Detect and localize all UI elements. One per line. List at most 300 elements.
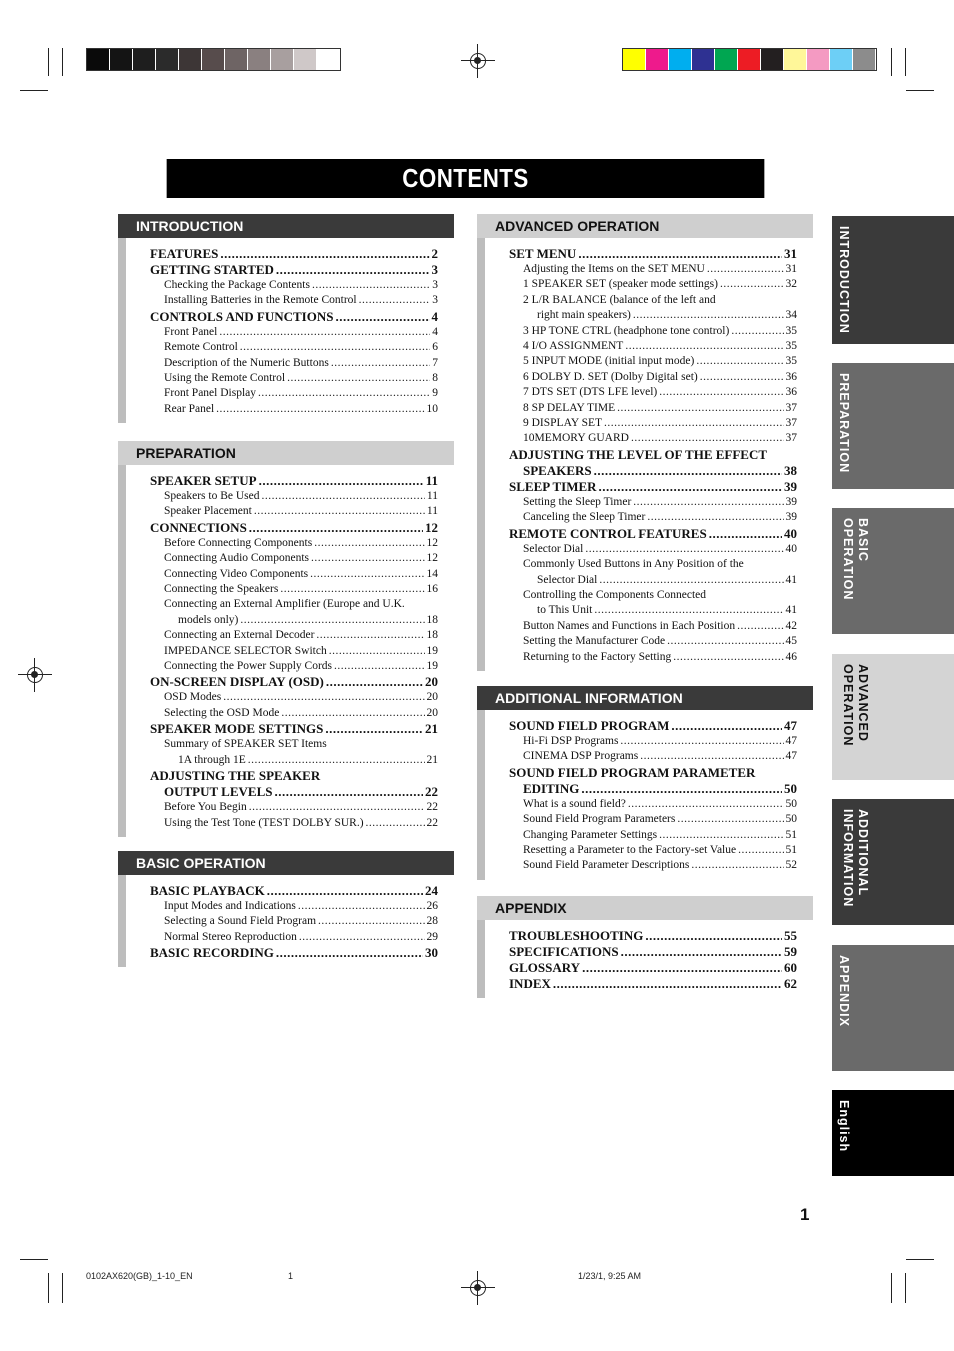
toc-entry-sub [150, 914, 438, 929]
toc-page-number: 18 [426, 629, 438, 642]
toc-entry-sub [509, 619, 797, 634]
toc-entry-main [509, 479, 797, 495]
toc-page-number: 4 [432, 325, 438, 338]
dot-leader [220, 246, 429, 262]
dot-leader [581, 781, 782, 797]
toc-entry-text: Resetting a Parameter to the Factory-set Value [523, 844, 737, 857]
toc-page-number: 31 [784, 246, 797, 261]
color-swatch [646, 49, 669, 70]
toc-list [477, 238, 813, 671]
dot-leader [720, 277, 784, 292]
dot-leader [621, 944, 782, 960]
dot-leader [578, 246, 782, 262]
dot-leader [254, 504, 425, 519]
toc-entry-text: CONTROLS AND FUNCTIONS [150, 308, 334, 324]
toc-page-number: 52 [785, 859, 797, 872]
toc-page-number: 20 [426, 691, 438, 704]
toc-entry-main [150, 309, 438, 325]
toc-entry-text: 9 DISPLAY SET [523, 417, 603, 430]
toc-entry-text: SPEAKERS [523, 462, 592, 478]
toc-page-number: 3 [432, 294, 438, 307]
toc-entry-text: 2 L/R BALANCE (balance of the left and [523, 293, 716, 306]
toc-entry-sub [150, 644, 438, 659]
toc-entry-sub [509, 603, 797, 618]
toc-page-number: 50 [784, 780, 797, 796]
toc-entry-sub [150, 293, 438, 308]
dot-leader [316, 628, 424, 643]
dot-leader [599, 573, 783, 588]
toc-page-number: 28 [426, 915, 438, 928]
dot-leader [631, 431, 784, 446]
toc-page-number: 12 [425, 519, 438, 535]
toc-entry-sub [150, 690, 438, 705]
color-swatch [179, 49, 202, 70]
toc-entry-main [150, 883, 438, 899]
dot-leader [276, 945, 423, 961]
toc-entry-sub [150, 386, 438, 401]
toc-entry-sub [150, 325, 438, 340]
toc-entry-text: GLOSSARY [509, 960, 581, 975]
toc-entry-sub [509, 262, 797, 277]
toc-entry-text: Connecting Video Components [164, 567, 309, 580]
toc-entry-text: Connecting an External Decoder [164, 629, 315, 642]
dot-leader [620, 734, 783, 749]
toc-entry-sub [509, 573, 797, 588]
toc-page-number: 37 [785, 432, 797, 445]
dot-leader [677, 812, 783, 827]
toc-entry-sub [509, 370, 797, 385]
color-swatch [669, 49, 692, 70]
color-swatch [248, 49, 271, 70]
toc-page-number: 34 [785, 309, 797, 322]
dot-leader [640, 749, 783, 764]
toc-entry-sub [509, 293, 797, 308]
toc-entry-main [150, 945, 438, 961]
dot-leader [659, 385, 783, 400]
tab-label: ADVANCED OPERATION [841, 664, 870, 747]
tab-label: English [837, 1100, 851, 1153]
registration-mark-icon [467, 1277, 489, 1299]
tab-introduction[interactable] [832, 216, 954, 344]
toc-entry-text: Installing Batteries in the Remote Control [164, 294, 357, 307]
toc-entry-sub [509, 858, 797, 873]
toc-entry-text: Connecting the Speakers [164, 583, 279, 596]
dot-leader [259, 473, 424, 489]
toc-page-number: 10 [426, 402, 438, 415]
tab-additional-information[interactable] [832, 799, 954, 925]
toc-page-number: 62 [784, 976, 797, 991]
toc-page-number: 3 [432, 279, 438, 291]
toc-entry-sub [150, 489, 438, 504]
toc-entry-sub [150, 340, 438, 355]
toc-page-number: 6 [432, 341, 438, 354]
toc-page-number: 4 [431, 308, 438, 324]
toc-page-number: 16 [426, 583, 438, 596]
toc-entry-text: Hi-Fi DSP Programs [523, 735, 619, 747]
toc-list [477, 710, 813, 880]
toc-entry-sub [150, 706, 438, 721]
toc-entry-sub [150, 753, 438, 768]
toc-entry-text: Canceling the Sleep Timer [523, 511, 646, 524]
toc-page-number: 35 [785, 355, 797, 368]
color-swatch [761, 49, 784, 70]
toc-entry-text: Selector Dial [537, 573, 598, 586]
toc-page-number: 11 [426, 490, 438, 502]
toc-entry-text: What is a sound field? [523, 797, 626, 810]
toc-page-number: 50 [785, 797, 797, 810]
tab-appendix[interactable] [832, 945, 954, 1071]
toc-page-number: 7 [432, 356, 438, 369]
toc-entry-sub [509, 843, 797, 858]
dot-leader [312, 278, 430, 293]
tab-advanced-operation[interactable] [832, 654, 954, 780]
toc-entry-text: 5 INPUT MODE (initial input mode) [523, 355, 695, 368]
toc-entry-main [509, 944, 797, 960]
dot-leader [219, 325, 430, 340]
toc-page-number: 20 [426, 706, 438, 719]
dot-leader [249, 800, 425, 815]
toc-list [118, 465, 454, 837]
toc-entry-main [509, 447, 797, 463]
toc-entry-text: SPEAKER MODE SETTINGS [150, 721, 324, 737]
toc-page-number: 22 [425, 784, 438, 800]
section-preparation [118, 441, 454, 837]
toc-entry-text: 1A through 1E [178, 753, 246, 766]
toc-entry-text: Connecting the Power Supply Cords [164, 660, 333, 673]
toc-entry-text: Adjusting the Items on the SET MENU [523, 263, 705, 275]
toc-entry-sub [509, 650, 797, 665]
section-heading: APPENDIX [477, 896, 813, 920]
toc-entry-sub [509, 324, 797, 339]
toc-entry-sub [509, 510, 797, 525]
toc-entry-text: Description of the Numeric Buttons [164, 356, 329, 369]
toc-page-number: 55 [784, 928, 797, 943]
tab-label: APPENDIX [837, 955, 851, 1027]
toc-entry-main [150, 246, 438, 262]
toc-entry-main [150, 674, 438, 690]
toc-entry-text: Connecting an External Amplifier (Europe and U.K. [164, 598, 405, 611]
toc-page-number: 30 [425, 945, 438, 961]
section-heading: BASIC OPERATION [118, 851, 454, 875]
dot-leader [707, 262, 784, 277]
toc-entry-main [150, 473, 438, 489]
toc-entry-text: GETTING STARTED [150, 262, 274, 277]
tab-english[interactable] [832, 1090, 954, 1176]
toc-page-number: 47 [784, 718, 797, 733]
dot-leader [633, 495, 783, 510]
toc-entry-sub [509, 354, 797, 369]
toc-page-number: 19 [426, 660, 438, 673]
toc-page-number: 40 [785, 542, 797, 555]
toc-entry-text: IMPEDANCE SELECTOR Switch [164, 644, 327, 657]
toc-page-number: 60 [784, 960, 797, 975]
dot-leader [594, 463, 782, 479]
toc-page-number: 47 [785, 735, 797, 747]
dot-leader [667, 634, 783, 649]
toc-entry-sub [150, 582, 438, 597]
toc-entry-sub [509, 634, 797, 649]
toc-page-number: 32 [785, 278, 797, 291]
toc-entry-text: Button Names and Functions in Each Position [523, 619, 736, 632]
dot-leader [314, 536, 424, 551]
toc-entry-text: BASIC PLAYBACK [150, 883, 265, 898]
toc-entry-text: CONNECTIONS [150, 519, 247, 535]
toc-entry-text: SET MENU [509, 246, 577, 261]
toc-entry-sub [509, 416, 797, 431]
toc-list [477, 920, 813, 998]
dot-leader [737, 619, 783, 634]
toc-entry-text: Controlling the Components Connected [523, 588, 707, 601]
color-swatch [738, 49, 761, 70]
toc-entry-text: Returning to the Factory Setting [523, 650, 672, 663]
footer-filename: 0102AX620(GB)_1-10_EN [86, 1271, 193, 1281]
section-advanced-operation [477, 214, 813, 671]
section-heading: ADDITIONAL INFORMATION [477, 686, 813, 710]
toc-entry-text: BASIC RECORDING [150, 945, 274, 961]
toc-page-number: 39 [784, 478, 797, 494]
dot-leader [659, 828, 783, 843]
toc-entry-sub [150, 737, 438, 752]
toc-entry-text: EDITING [523, 780, 580, 796]
toc-entry-sub [150, 628, 438, 643]
toc-entry-text: Sound Field Program Parameters [523, 813, 676, 826]
toc-entry-sub [509, 828, 797, 843]
color-swatch [294, 49, 317, 70]
tab-basic-operation[interactable] [832, 508, 954, 634]
toc-page-number: 11 [425, 473, 438, 488]
toc-page-number: 14 [426, 567, 438, 580]
toc-entry-sub [150, 402, 438, 417]
toc-entry-sub [509, 339, 797, 354]
dot-leader [280, 582, 424, 597]
color-swatch [715, 49, 738, 70]
toc-entry-text: Normal Stereo Reproduction [164, 930, 297, 943]
toc-page-number: 40 [784, 525, 797, 541]
toc-entry-text: Sound Field Parameter Descriptions [523, 859, 690, 872]
footer-timestamp: 1/23/1, 9:25 AM [578, 1271, 642, 1281]
toc-page-number: 18 [426, 613, 438, 626]
toc-entry-text: Input Modes and Indications [164, 900, 296, 912]
tab-preparation[interactable] [832, 363, 954, 489]
toc-entry-text: REMOTE CONTROL FEATURES [509, 525, 707, 541]
toc-page-number: 51 [785, 828, 797, 841]
dot-leader [335, 309, 429, 325]
toc-entry-main [509, 246, 797, 262]
toc-entry-text: 8 SP DELAY TIME [523, 401, 616, 414]
toc-entry-main [509, 526, 797, 542]
toc-entry-text: to This Unit [537, 604, 593, 617]
toc-entry-sub [150, 371, 438, 386]
toc-entry-sub [509, 749, 797, 764]
dot-leader [287, 371, 430, 386]
toc-entry-text: INDEX [509, 976, 551, 991]
toc-entry-text: Summary of SPEAKER SET Items [164, 738, 327, 751]
color-swatch [271, 49, 294, 70]
toc-page-number: 21 [425, 721, 438, 737]
dot-leader [298, 899, 425, 914]
footer-page: 1 [288, 1271, 294, 1281]
toc-page-number: 22 [426, 816, 438, 829]
section-basic-operation [118, 851, 454, 967]
toc-entry-main [150, 768, 438, 784]
toc-entry-sub [150, 597, 438, 612]
toc-entry-text: SOUND FIELD PROGRAM PARAMETER [509, 764, 756, 780]
toc-entry-text: Connecting Audio Components [164, 552, 310, 565]
toc-page-number: 31 [785, 263, 797, 275]
toc-entry-sub [509, 308, 797, 323]
toc-entry-sub [509, 277, 797, 292]
toc-entry-text: Setting the Sleep Timer [523, 495, 632, 508]
dot-leader [594, 603, 783, 618]
toc-entry-text: TROUBLESHOOTING [509, 928, 644, 943]
toc-page-number: 8 [432, 372, 438, 385]
toc-entry-text: models only) [178, 613, 239, 626]
page-title: CONTENTS [167, 159, 765, 198]
toc-page-number: 37 [785, 401, 797, 414]
toc-entry-text: Before You Begin [164, 801, 247, 814]
toc-entry-sub [150, 899, 438, 914]
toc-entry-main [509, 976, 797, 992]
toc-entry-main [150, 262, 438, 278]
toc-entry-text: Speakers to Be Used [164, 490, 260, 502]
toc-page-number: 36 [785, 386, 797, 399]
toc-page-number: 2 [431, 246, 438, 261]
toc-page-number: 41 [785, 604, 797, 617]
toc-entry-text: Front Panel Display [164, 387, 256, 400]
toc-entry-sub [150, 930, 438, 945]
toc-page-number: 3 [431, 262, 438, 277]
toc-page-number: 19 [426, 644, 438, 657]
toc-page-number: 51 [785, 844, 797, 857]
color-swatch [830, 49, 853, 70]
dot-leader [691, 858, 783, 873]
dot-leader [267, 883, 423, 899]
toc-entry-text: Before Connecting Components [164, 536, 313, 549]
color-swatch [87, 49, 110, 70]
toc-entry-text: 6 DOLBY D. SET (Dolby Digital set) [523, 370, 698, 383]
dot-leader [738, 843, 783, 858]
dot-leader [366, 816, 425, 831]
section-appendix [477, 896, 813, 998]
dot-leader [216, 402, 424, 417]
toc-entry-text: 4 I/O ASSIGNMENT [523, 340, 624, 353]
toc-page-number: 26 [426, 900, 438, 912]
toc-entry-text: Rear Panel [164, 402, 215, 415]
toc-page-number: 21 [426, 753, 438, 766]
toc-page-number: 39 [785, 495, 797, 508]
toc-page-number: 12 [426, 536, 438, 549]
toc-page-number: 36 [785, 370, 797, 383]
dot-leader [696, 354, 783, 369]
dot-leader [645, 928, 782, 944]
toc-entry-text: Using the Remote Control [164, 372, 286, 385]
toc-entry-sub [509, 588, 797, 603]
toc-entry-sub [150, 278, 438, 293]
dot-leader [248, 753, 425, 768]
toc-entry-text: SLEEP TIMER [509, 478, 597, 494]
dot-leader [700, 370, 784, 385]
toc-entry-text: 10MEMORY GUARD [523, 432, 629, 445]
toc-page-number: 39 [785, 511, 797, 524]
color-swatch [692, 49, 715, 70]
toc-entry-sub [509, 385, 797, 400]
dot-leader [311, 551, 424, 566]
toc-entry-main [150, 784, 438, 800]
toc-list [118, 875, 454, 967]
toc-entry-main [150, 721, 438, 737]
toc-entry-text: CINEMA DSP Programs [523, 750, 639, 763]
dot-leader [334, 659, 424, 674]
registration-mark-icon [24, 664, 46, 686]
color-swatch [623, 49, 646, 70]
toc-page-number: 12 [426, 552, 438, 565]
toc-entry-text: Selecting the OSD Mode [164, 706, 280, 719]
dot-leader [673, 650, 783, 665]
dot-leader [275, 784, 424, 800]
toc-entry-text: Selector Dial [523, 542, 584, 555]
dot-leader [731, 324, 783, 339]
dot-leader [329, 644, 425, 659]
section-additional-information [477, 686, 813, 880]
toc-entry-sub [150, 536, 438, 551]
toc-page-number: 46 [785, 650, 797, 663]
section-heading: PREPARATION [118, 441, 454, 465]
color-swatch [784, 49, 807, 70]
toc-entry-sub [509, 734, 797, 749]
dot-leader [223, 690, 424, 705]
dot-leader [331, 356, 430, 371]
toc-page-number: 20 [425, 674, 438, 690]
toc-entry-sub [509, 495, 797, 510]
toc-page-number: 11 [426, 505, 438, 518]
toc-entry-sub [509, 401, 797, 416]
toc-page-number: 42 [785, 619, 797, 632]
dot-leader [359, 293, 431, 308]
toc-entry-sub [509, 431, 797, 446]
tab-label: PREPARATION [837, 373, 851, 474]
toc-page-number: 41 [785, 573, 797, 586]
toc-entry-sub [509, 797, 797, 812]
toc-entry-text: Speaker Placement [164, 505, 252, 518]
toc-entry-text: Setting the Manufacturer Code [523, 635, 666, 648]
dot-leader [249, 520, 423, 536]
tab-label: INTRODUCTION [837, 226, 851, 334]
toc-entry-sub [150, 659, 438, 674]
toc-entry-sub [150, 504, 438, 519]
color-swatch [807, 49, 830, 70]
toc-page-number: 29 [426, 930, 438, 943]
tab-label: BASIC OPERATION [841, 518, 870, 601]
color-swatch [853, 49, 876, 70]
toc-page-number: 24 [425, 883, 438, 898]
dot-leader [240, 613, 424, 628]
toc-entry-text: 3 HP TONE CTRL (headphone tone control) [523, 324, 730, 337]
toc-page-number: 37 [785, 417, 797, 430]
color-swatch [110, 49, 133, 70]
dot-leader [318, 914, 424, 929]
toc-entry-main [509, 928, 797, 944]
toc-entry-text: ADJUSTING THE SPEAKER [150, 768, 321, 784]
toc-entry-text: ADJUSTING THE LEVEL OF THE EFFECT [509, 446, 768, 462]
color-swatch [156, 49, 179, 70]
dot-leader [625, 339, 783, 354]
dot-leader [599, 479, 782, 495]
toc-page-number: 38 [784, 462, 797, 478]
dot-leader [709, 526, 782, 542]
toc-entry-text: 7 DTS SET (DTS LFE level) [523, 386, 658, 399]
toc-entry-text: FEATURES [150, 246, 219, 261]
toc-entry-text: Selecting a Sound Field Program [164, 915, 317, 928]
